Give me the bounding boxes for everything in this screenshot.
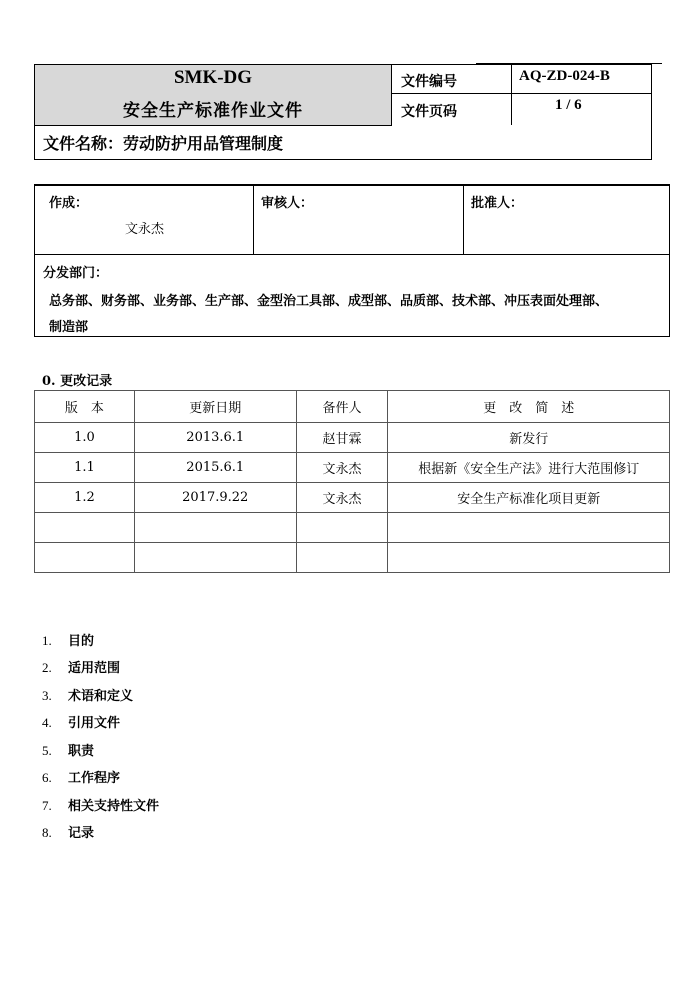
- author-value: 文永杰: [125, 222, 165, 237]
- author-label: 作成：: [49, 196, 89, 211]
- change-record-table: [34, 390, 670, 573]
- approval-divider: [253, 186, 254, 254]
- document-header: [34, 64, 652, 160]
- toc-item: [42, 685, 133, 704]
- table-header-row: [35, 391, 670, 423]
- toc-label: 记录: [68, 826, 95, 841]
- column-header: 更新日期: [134, 391, 296, 423]
- header-top-rule: [476, 63, 662, 64]
- table-cell: 根据新《安全生产法》进行大范围修订: [388, 453, 670, 483]
- table-row: [35, 423, 670, 453]
- table-cell: 2015.6.1: [134, 453, 296, 483]
- table-cell: [296, 513, 388, 543]
- table-cell: 2013.6.1: [134, 423, 296, 453]
- doc-number-label: 文件编号: [401, 74, 457, 90]
- toc-label: 适用范围: [68, 661, 121, 676]
- toc-item: [42, 740, 94, 759]
- table-cell: [388, 543, 670, 573]
- table-row: [35, 513, 670, 543]
- table-row: [35, 543, 670, 573]
- reviewer-label: 审核人：: [261, 196, 314, 211]
- table-cell: [35, 513, 135, 543]
- distribution-label: 分发部门：: [43, 266, 109, 281]
- toc-number: 2.: [42, 660, 52, 675]
- distribution-departments: 总务部、财务部、业务部、生产部、金型治工具部、成型部、品质部、技术部、冲压表面处理部、: [49, 294, 609, 309]
- table-cell: 新发行: [388, 423, 670, 453]
- toc-label: 职责: [68, 744, 95, 759]
- table-cell: 2017.9.22: [134, 483, 296, 513]
- page-number-value: 1 / 6: [555, 97, 582, 113]
- toc-item: [42, 767, 120, 786]
- document-type-title: 安全生产标准作业文件: [123, 101, 303, 121]
- approval-block: [34, 184, 670, 337]
- page-number-label: 文件页码: [401, 104, 457, 120]
- toc-item: [42, 822, 94, 841]
- approver-label: 批准人：: [471, 196, 524, 211]
- column-header: 备件人: [296, 391, 388, 423]
- table-row: [35, 453, 670, 483]
- table-cell: [388, 513, 670, 543]
- column-header: 更 改 简 述: [388, 391, 670, 423]
- toc-number: 7.: [42, 798, 52, 813]
- table-cell: [296, 543, 388, 573]
- table-row: [35, 483, 670, 513]
- toc-number: 6.: [42, 770, 52, 785]
- toc-item: [42, 630, 94, 649]
- toc-item: [42, 795, 159, 814]
- company-code: SMK-DG: [173, 67, 253, 88]
- table-cell: 1.0: [35, 423, 135, 453]
- table-cell: [134, 543, 296, 573]
- change-record-title: 0. 更改记录: [42, 374, 113, 389]
- toc-item: [42, 657, 120, 676]
- header-title-cell: [35, 65, 392, 126]
- toc-number: 4.: [42, 715, 52, 730]
- toc-label: 相关支持性文件: [68, 799, 160, 814]
- approval-divider: [463, 186, 464, 254]
- toc-number: 5.: [42, 743, 52, 758]
- table-cell: 1.2: [35, 483, 135, 513]
- table-cell: [35, 543, 135, 573]
- table-cell: 文永杰: [296, 483, 388, 513]
- toc-number: 1.: [42, 633, 52, 648]
- toc-label: 术语和定义: [68, 689, 134, 704]
- doc-number-value: AQ-ZD-024-B: [519, 68, 610, 84]
- toc-label: 引用文件: [68, 716, 121, 731]
- toc-label: 目的: [68, 634, 95, 649]
- distribution-departments-cont: 制造部: [49, 320, 89, 335]
- column-header: 版 本: [35, 391, 135, 423]
- header-divider: [391, 93, 651, 94]
- header-divider: [511, 65, 512, 125]
- table-cell: 文永杰: [296, 453, 388, 483]
- toc-number: 3.: [42, 688, 52, 703]
- toc-number: 8.: [42, 825, 52, 840]
- table-cell: 安全生产标准化项目更新: [388, 483, 670, 513]
- approval-divider: [35, 254, 669, 255]
- table-cell: 赵甘霖: [296, 423, 388, 453]
- table-cell: [134, 513, 296, 543]
- file-name: 文件名称：劳动防护用品管理制度: [43, 134, 284, 153]
- toc-label: 工作程序: [68, 771, 121, 786]
- toc-item: [42, 712, 120, 731]
- table-cell: 1.1: [35, 453, 135, 483]
